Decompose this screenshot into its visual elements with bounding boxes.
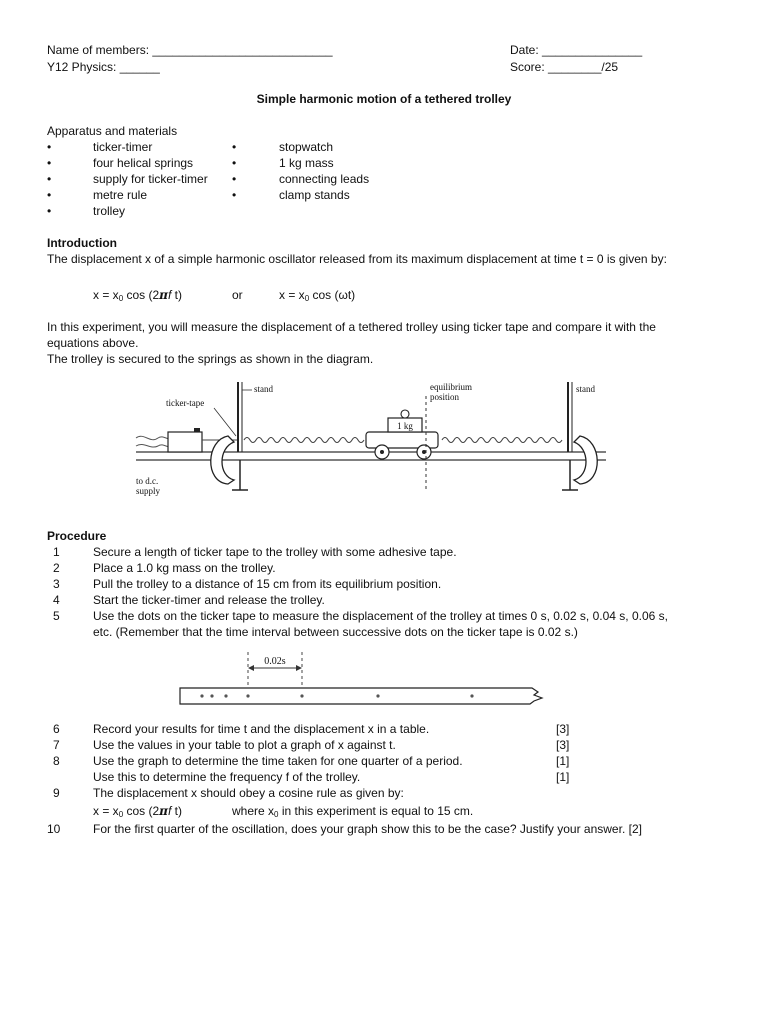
tape-dot (300, 694, 303, 697)
trolley-diagram (130, 372, 610, 512)
bullet: • (47, 172, 52, 186)
paragraph-1-line-2: equations above. (47, 336, 139, 350)
step-marks: [3] (556, 722, 570, 736)
step-text: For the first quarter of the oscillation, does your graph show this to be the case? Justify your answer. [2] (93, 822, 642, 836)
tape-dot (470, 694, 473, 697)
trolley-wheel-hub (380, 450, 384, 454)
equilibrium-label-2: position (430, 392, 460, 402)
supply-label-2: supply (136, 486, 161, 496)
step-number: 5 (53, 609, 60, 623)
bullet: • (232, 188, 237, 202)
apparatus-heading: Apparatus and materials (47, 124, 178, 138)
class-field-label: Y12 Physics: ______ (47, 60, 160, 74)
apparatus-item: connecting leads (279, 172, 370, 186)
equation-1: $x = x_0$ cos (2πf t) (93, 288, 182, 303)
apparatus-item: stopwatch (279, 140, 334, 154)
right-springs (442, 438, 562, 443)
step-text: etc. (Remember that the time interval between successive dots on the ticker tape is 0.02 s.) (93, 625, 578, 639)
ticker-timer-terminal (194, 428, 200, 432)
step-text: Use the values in your table to plot a graph of x against t. (93, 738, 396, 752)
introduction-heading: Introduction (47, 236, 117, 250)
bullet: • (47, 140, 52, 154)
arrow-head-left (248, 665, 254, 671)
apparatus-item: metre rule (93, 188, 148, 202)
step-text: Pull the trolley to a distance of 15 cm from its equilibrium position. (93, 577, 442, 591)
paragraph-2: The trolley is secured to the springs as shown in the diagram. (47, 352, 374, 366)
step-number: 8 (53, 754, 60, 768)
equation-2: $x = x_0$ cos (ωt) (279, 288, 356, 303)
ticker-timer-box (168, 432, 202, 452)
supply-label-1: to d.c. (136, 476, 159, 486)
equilibrium-label-1: equilibrium (430, 382, 472, 392)
left-springs (244, 438, 364, 443)
tape-dot (200, 694, 203, 697)
or-text: or (232, 288, 243, 302)
tape-dot (246, 694, 249, 697)
paragraph-1-line-1: In this experiment, you will measure the displacement of a tethered trolley using ticker tape and compare it with the (47, 320, 656, 334)
step-number: 6 (53, 722, 60, 736)
step-9-where-text: where $x_0$ in this experiment is equal to 15 cm. (232, 804, 474, 819)
right-stand-label: stand (576, 384, 595, 394)
tape-strip (180, 688, 542, 704)
step-number: 7 (53, 738, 60, 752)
step-marks: [1] (556, 754, 570, 768)
step-text: Use this to determine the frequency f of the trolley. (93, 770, 361, 784)
step-number: 1 (53, 545, 60, 559)
apparatus-item: four helical springs (93, 156, 194, 170)
bullet: • (47, 156, 52, 170)
bullet: • (47, 204, 52, 218)
bullet: • (232, 156, 237, 170)
bullet: • (47, 188, 52, 202)
step-number: 9 (53, 786, 60, 800)
apparatus-item: ticker-timer (93, 140, 153, 154)
tape-dot (224, 694, 227, 697)
page-title: Simple harmonic motion of a tethered trolley (256, 92, 512, 106)
step-text: Record your results for time t and the displacement x in a table. (93, 722, 430, 736)
score-field-label: Score: ________/25 (510, 60, 619, 74)
bullet: • (232, 140, 237, 154)
step-marks: [3] (556, 738, 570, 752)
trolley-wheel-hub (422, 450, 426, 454)
tape-dot (376, 694, 379, 697)
step-number: 2 (53, 561, 60, 575)
step-text: Place a 1.0 kg mass on the trolley. (93, 561, 276, 575)
ticker-tape-figure (176, 648, 566, 712)
mass-label: 1 kg (397, 421, 413, 431)
step-marks: [1] (556, 770, 570, 784)
mass-hook (401, 410, 409, 418)
bullet: • (232, 172, 237, 186)
step-text: Secure a length of ticker tape to the trolley with some adhesive tape. (93, 545, 457, 559)
step-text: The displacement x should obey a cosine rule as given by: (93, 786, 404, 800)
step-9-equation: $x = x_0$ cos (2πf t) (93, 804, 182, 819)
step-text: Use the dots on the ticker tape to measure the displacement of the trolley at times 0 s, 0.02 s, 0.04 s, 0.06 s, (93, 609, 668, 623)
tape-dot (210, 694, 213, 697)
step-text: Use the graph to determine the time taken for one quarter of a period. (93, 754, 463, 768)
name-field-label: Name of members: ___________________________ (47, 43, 333, 57)
left-stand-label: stand (254, 384, 273, 394)
step-text: Start the ticker-timer and release the trolley. (93, 593, 325, 607)
interval-label: 0.02s (264, 656, 286, 667)
apparatus-item: clamp stands (279, 188, 350, 202)
ticker-tape-label: ticker-tape (166, 398, 205, 408)
introduction-text: The displacement x of a simple harmonic oscillator released from its maximum displacement at time t = 0 is given by: (47, 252, 667, 266)
step-number: 10 (47, 822, 61, 836)
step-number: 3 (53, 577, 60, 591)
procedure-heading: Procedure (47, 529, 107, 543)
date-field-label: Date: _______________ (510, 43, 643, 57)
label-leader (214, 408, 236, 436)
apparatus-item: supply for ticker-timer (93, 172, 208, 186)
step-number: 4 (53, 593, 60, 607)
apparatus-item: trolley (93, 204, 126, 218)
apparatus-item: 1 kg mass (279, 156, 334, 170)
arrow-head-right (296, 665, 302, 671)
